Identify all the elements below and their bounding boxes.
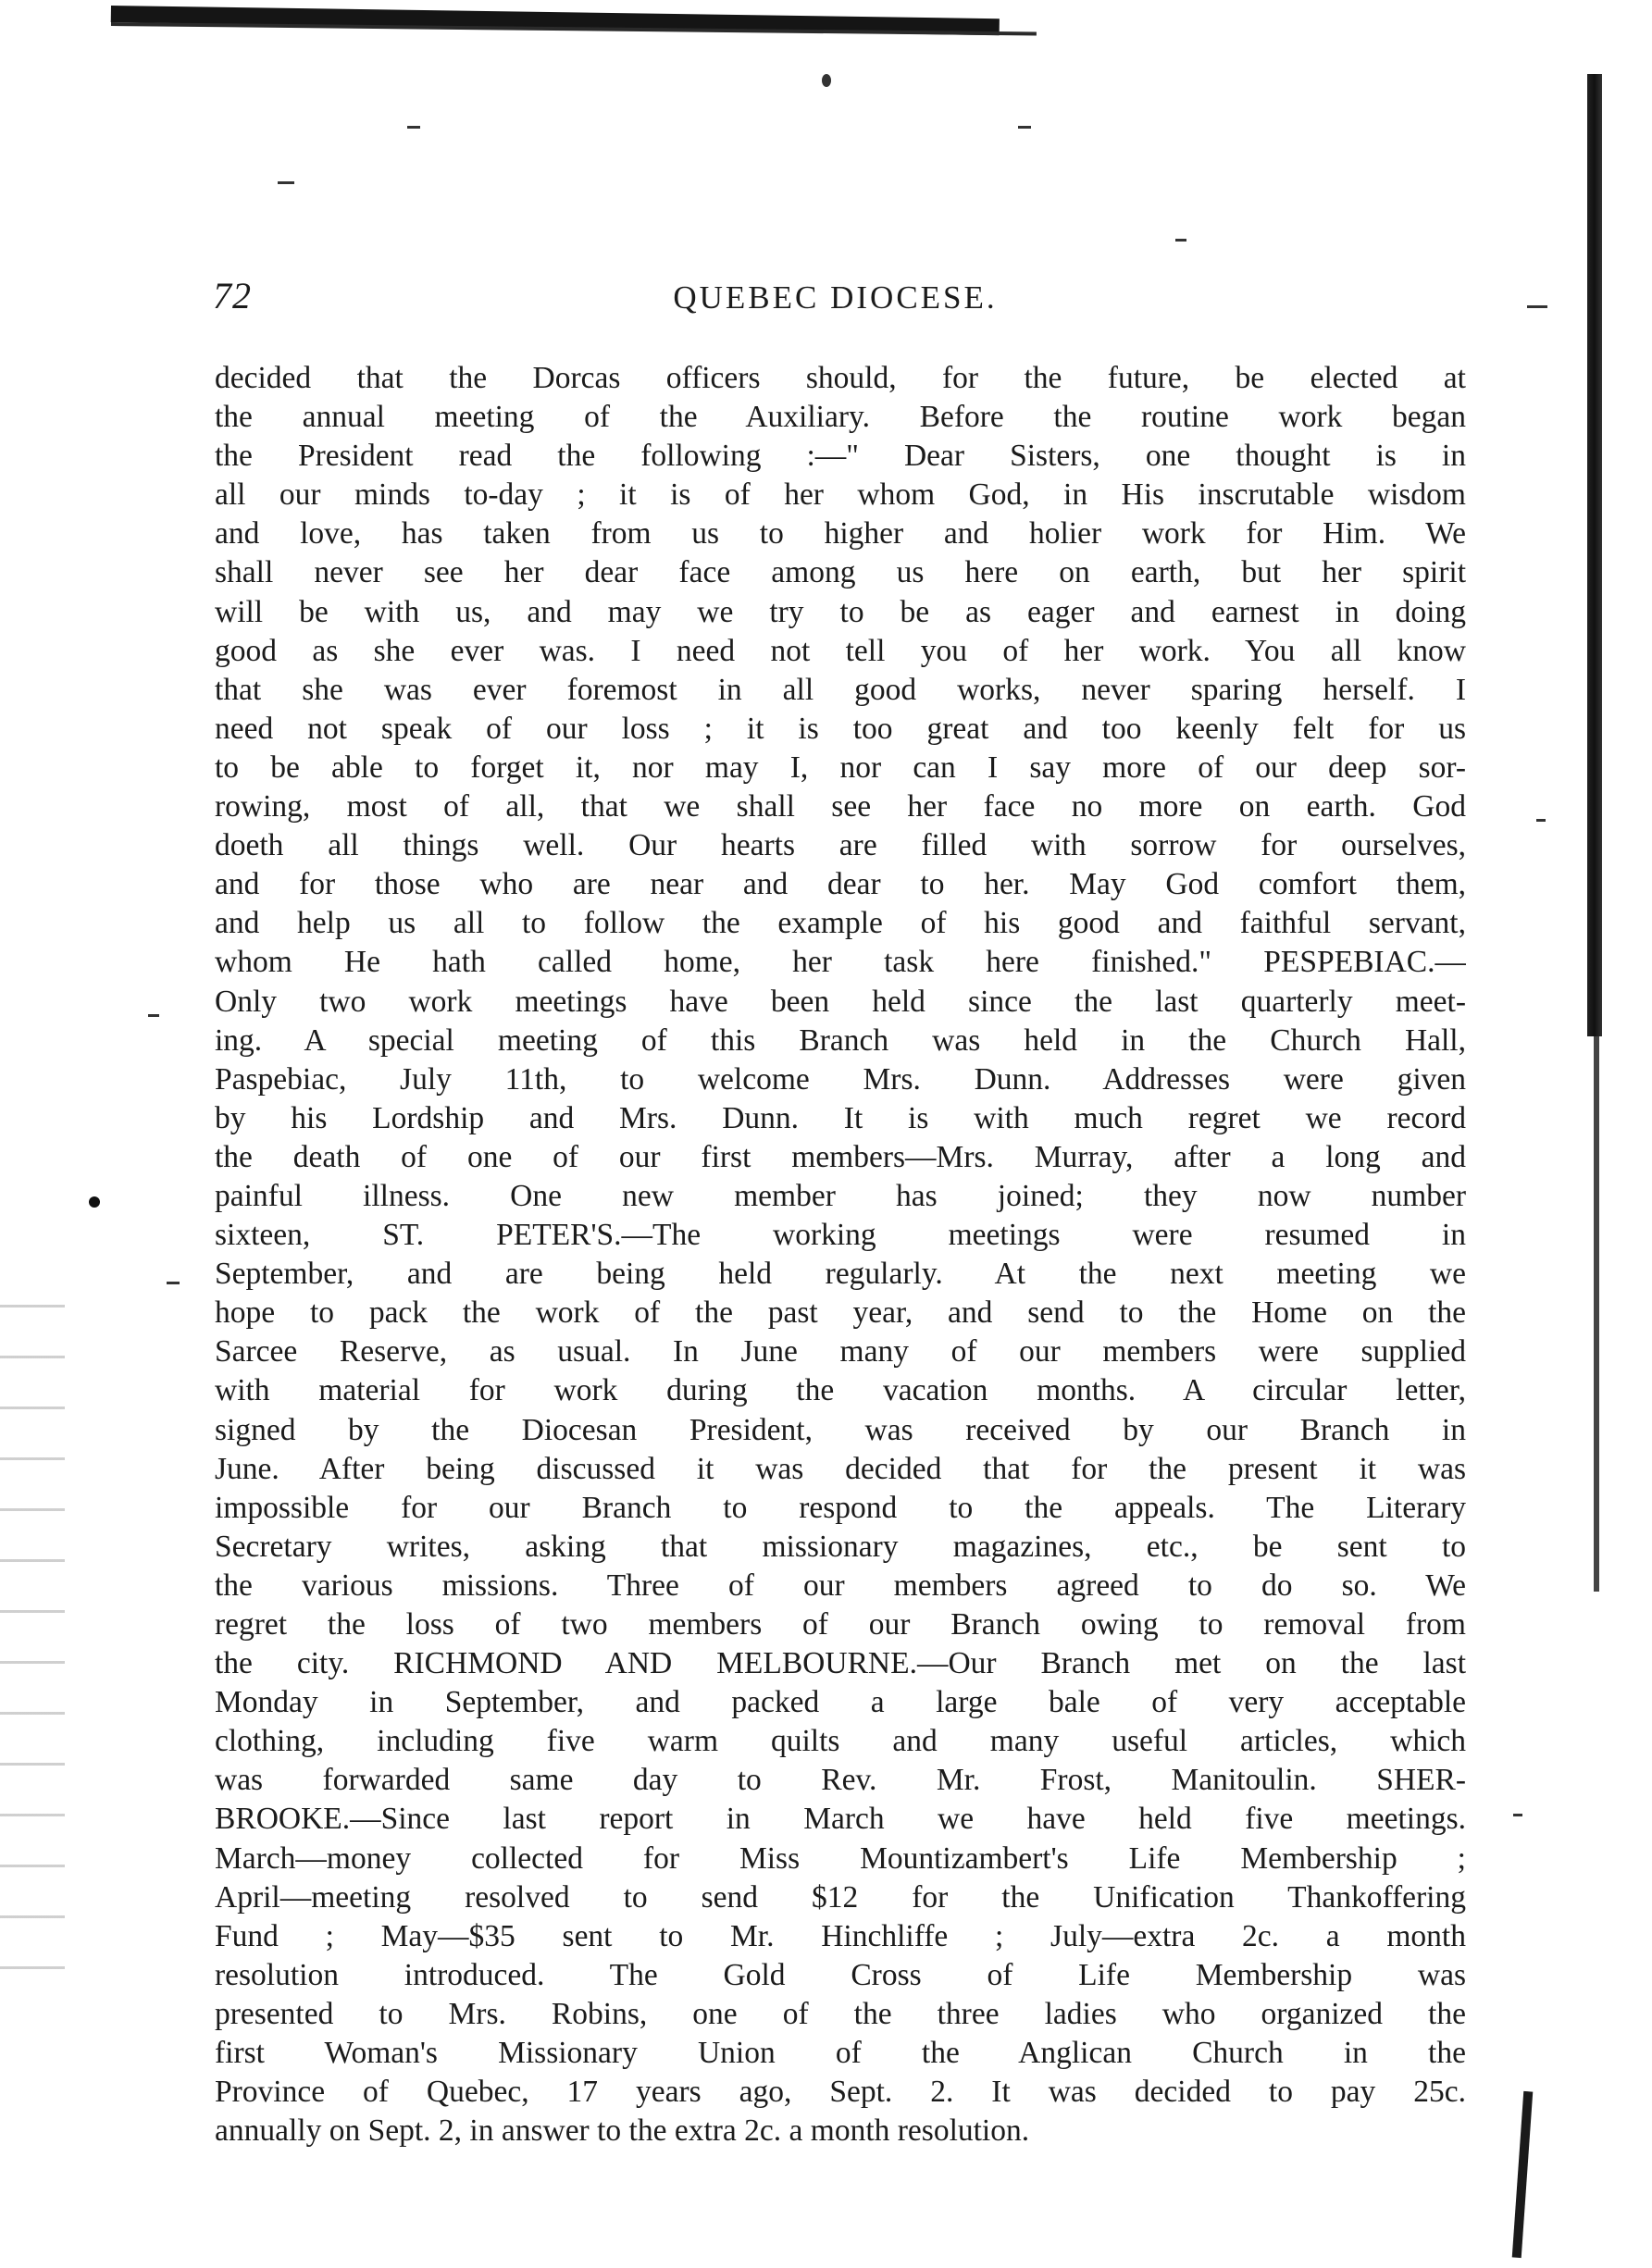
ink-speck [1536, 819, 1546, 822]
text-line: was forwarded same day to Rev. Mr. Frost, Manitoulin. SHER- [215, 1763, 1466, 1798]
text-line: rowing, most of all, that we shall see her face no more on earth. God [215, 789, 1466, 824]
text-line: and love, has taken from us to higher and holier work for Him. We [215, 516, 1466, 552]
text-line: signed by the Diocesan President, was received by our Branch in [215, 1412, 1466, 1447]
text-line: the city. RICHMOND AND MELBOURNE.—Our Branch met on the last [215, 1646, 1466, 1681]
text-line: good as she ever was. I need not tell you of her work. You all know [215, 633, 1466, 668]
text-line: clothing, including five warm quilts and many useful articles, which [215, 1724, 1466, 1759]
ink-speck [167, 1282, 180, 1284]
text-line: Secretary writes, asking that missionary magazines, etc., be sent to [215, 1529, 1466, 1564]
text-line: June. After being discussed it was decided that for the present it was [215, 1451, 1466, 1486]
right-binding-shadow [1587, 74, 1602, 1036]
ink-speck [1175, 239, 1186, 242]
text-line: ing. A special meeting of this Branch was held in the Church Hall, [215, 1022, 1466, 1058]
text-line: to be able to forget it, nor may I, nor can I say more of our deep sor- [215, 750, 1466, 785]
ink-speck [278, 181, 294, 184]
ink-speck [1018, 126, 1031, 129]
left-margin-specks [0, 1277, 65, 2017]
text-line: will be with us, and may we try to be as eager and earnest in doing [215, 594, 1466, 629]
text-line: presented to Mrs. Robins, one of the three ladies who organized the [215, 1996, 1466, 2031]
text-line: decided that the Dorcas officers should, for the future, be elected at [215, 361, 1466, 395]
text-line: need not speak of our loss ; it is too great and too keenly felt for us [215, 711, 1466, 746]
text-line: Fund ; May—$35 sent to Mr. Hinchliffe ; July—extra 2c. a month [215, 1918, 1466, 1953]
text-line: April—meeting resolved to send $12 for the Unification Thankoffering [215, 1879, 1466, 1915]
text-line: the President read the following :—" Dear Sisters, one thought is in [215, 439, 1466, 474]
ink-speck [148, 1014, 159, 1017]
running-head: QUEBEC DIOCESE. [673, 279, 998, 316]
margin-ink-dot [89, 1196, 100, 1208]
right-binding-shadow-bottom [1512, 2091, 1534, 2258]
text-line: the various missions. Three of our members agreed to do so. We [215, 1568, 1466, 1603]
text-line: annually on Sept. 2, in answer to the extra 2c. a month resolution. [215, 2113, 1030, 2149]
text-line: Province of Quebec, 17 years ago, Sept. 2. It was decided to pay 25c. [215, 2075, 1466, 2110]
text-line: whom He hath called home, her task here finished." PESPEBIAC.— [215, 945, 1466, 980]
text-line: and for those who are near and dear to her. May God comfort them, [215, 867, 1466, 902]
right-binding-shadow-lower [1594, 1036, 1599, 1592]
ink-speck [407, 126, 420, 129]
text-line: Paspebiac, July 11th, to welcome Mrs. Dunn. Addresses were given [215, 1061, 1466, 1097]
text-line: September, and are being held regularly. At the next meeting we [215, 1257, 1466, 1292]
text-line: and help us all to follow the example of his good and faithful servant, [215, 906, 1466, 941]
text-line: regret the loss of two members of our Branch owing to removal from [215, 1607, 1466, 1642]
text-line: by his Lordship and Mrs. Dunn. It is with much regret we record [215, 1100, 1466, 1135]
text-line: with material for work during the vacation months. A circular letter, [215, 1373, 1466, 1408]
text-line: sixteen, ST. PETER'S.—The working meetings were resumed in [215, 1218, 1466, 1253]
text-line: March—money collected for Miss Mountizambert's Life Membership ; [215, 1840, 1466, 1876]
text-line: Only two work meetings have been held since the last quarterly meet- [215, 984, 1466, 1019]
text-line: hope to pack the work of the past year, and send to the Home on the [215, 1295, 1466, 1331]
text-line: painful illness. One new member has joined; they now number [215, 1178, 1466, 1213]
ink-speck [822, 74, 831, 87]
text-line: all our minds to-day ; it is of her whom God, in His inscrutable wisdom [215, 477, 1466, 513]
text-line: shall never see her dear face among us here on earth, but her spirit [215, 555, 1466, 590]
text-line: the death of one of our first members—Mrs. Murray, after a long and [215, 1139, 1466, 1174]
text-line: that she was ever foremost in all good works, never sparing herself. I [215, 672, 1466, 707]
text-line: doeth all things well. Our hearts are filled with sorrow for ourselves, [215, 828, 1466, 863]
text-line: BROOKE.—Since last report in March we have held five meetings. [215, 1802, 1466, 1837]
text-line: first Woman's Missionary Union of the Anglican Church in the [215, 2036, 1466, 2071]
page-number: 72 [213, 275, 252, 316]
text-line: resolution introduced. The Gold Cross of Life Membership was [215, 1957, 1466, 1992]
text-line: impossible for our Branch to respond to the appeals. The Literary [215, 1490, 1466, 1525]
ink-speck [1513, 1814, 1522, 1816]
body-paragraph [215, 359, 1466, 2150]
text-line: the annual meeting of the Auxiliary. Before the routine work began [215, 400, 1466, 435]
text-line: Sarcee Reserve, as usual. In June many of our members were supplied [215, 1334, 1466, 1369]
text-line: Monday in September, and packed a large bale of very acceptable [215, 1685, 1466, 1720]
